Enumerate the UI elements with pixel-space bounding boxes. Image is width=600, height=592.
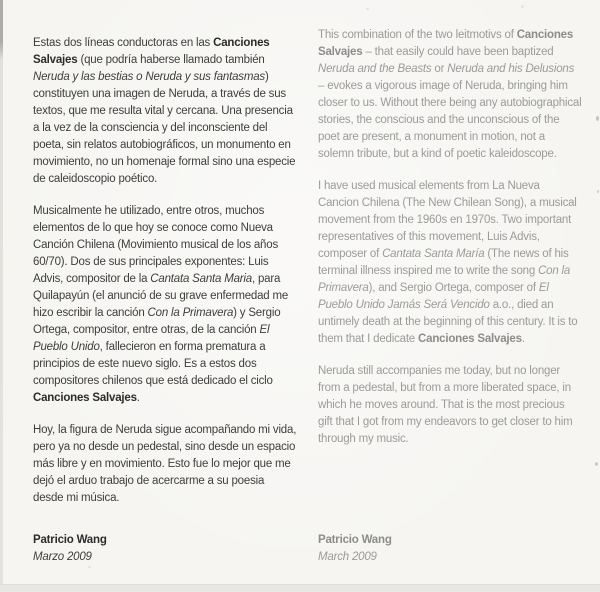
- signature-name: Patricio Wang: [318, 534, 392, 546]
- italic-text: Neruda y las bestias o Neruda y sus fantasmas: [33, 71, 265, 83]
- paragraph: [33, 35, 297, 188]
- scan-speck: [521, 5, 524, 8]
- body-text: This combination of the two leitmotivs of: [318, 29, 517, 41]
- body-text: a.o., died an untimely death at the beginning of this century. It is to them that I dedicate: [318, 299, 578, 345]
- italic-text: Cantata Santa Maria: [150, 273, 252, 285]
- scan-edge-bottom-strip: [0, 584, 600, 592]
- signature-block-spanish: [33, 532, 107, 566]
- scan-speck: [366, 8, 369, 10]
- body-text: – evokes a vigorous image of Neruda, bringing him closer to us. Without there being any autobiographical stories, the conscious and the unconscious of the poet are present, a monument in motion, not a solemn tribute, but a kind of poetic kaleidoscope.: [318, 80, 582, 160]
- bold-text: Canciones Salvajes: [318, 29, 574, 58]
- bold-text: Canciones Salvajes: [33, 37, 270, 66]
- paragraph: [33, 422, 297, 507]
- italic-text: Neruda and the Beasts: [318, 63, 432, 75]
- body-text: , para Quilapayún (el anunció de su grave enfermedad me hizo escribir la canción: [33, 273, 289, 319]
- body-text: – that easily could have been baptized: [362, 46, 554, 58]
- scan-speck: [595, 462, 598, 466]
- body-text: ), and Sergio Ortega, composer of: [368, 282, 539, 294]
- italic-text: El Pueblo Unido Jamás Será Vencido: [318, 282, 549, 311]
- paragraph: [318, 178, 582, 348]
- text-column-spanish: [33, 35, 297, 522]
- body-text: or: [431, 63, 448, 75]
- signature-name: Patricio Wang: [33, 534, 107, 546]
- body-text: (que podría haberse llamado también: [77, 54, 265, 66]
- italic-text: Neruda and his Delusions: [447, 63, 575, 75]
- italic-text: Cantata Santa María: [382, 248, 485, 260]
- italic-text: Con la Primavera: [147, 307, 234, 319]
- body-text: Musicalmente he utilizado, entre otros, muchos elementos de lo que hoy se conoce como Nueva Canción Chilena (Movimiento musical de los años 60/70). Dos de sus principales exponentes: Luis Advis, compositor de la: [33, 205, 278, 285]
- scan-speck: [88, 566, 91, 568]
- body-text: ) y Sergio Ortega, compositor, entre otras, de la canción: [33, 307, 281, 336]
- paragraph: [33, 203, 297, 407]
- body-text: , fallecieron en forma prematura a principios de este nuevo siglo. Es a estos dos compositores chilenos que está dedicado el ciclo: [33, 341, 273, 387]
- bold-text: Canciones Salvajes: [418, 333, 522, 345]
- body-text: (The news of his terminal illness inspired me to write the song: [318, 248, 569, 277]
- body-text: ) constituyen una imagen de Neruda, a través de sus textos, que me resulta vital y cercana. Una presencia a la vez de la consciencia y del inconsciente del poeta, sin relatos autobiográficos, un monumento en movimiento, no un homenaje formal sino una especie de caleidoscopio poético.: [33, 71, 296, 185]
- paragraph: [318, 27, 582, 163]
- body-text: .: [521, 333, 525, 345]
- italic-text: El Pueblo Unido: [33, 324, 270, 353]
- body-text: Neruda still accompanies me today, but no longer from a pedestal, but from a more liberated space, in which he moves around. That is the most precious gift that I got from my endeavors to get closer to him through my music.: [318, 365, 573, 445]
- body-text: I have used musical elements from La Nueva Cancion Chilena (The New Chilean Song), a musical movement from the 1960s en 1970s. Two important representatives of this movement, Luis Advis, composer of: [318, 180, 577, 260]
- scan-edge-left: [0, 0, 3, 592]
- text-column-english: [318, 27, 582, 463]
- body-text: .: [136, 392, 140, 404]
- body-text: Estas dos líneas conductoras en las: [33, 37, 214, 49]
- signature-date: March 2009: [318, 551, 377, 563]
- scan-speck: [596, 116, 599, 121]
- signature-date: Marzo 2009: [33, 551, 92, 563]
- bold-text: Canciones Salvajes: [33, 392, 137, 404]
- scan-speck: [597, 190, 599, 193]
- body-text: Hoy, la figura de Neruda sigue acompañando mi vida, pero ya no desde un pedestal, sino desde un espacio más libre y en movimiento. Esto fue lo mejor que me dejó el arduo trabajo de acercarme a su poesia desde mi música.: [33, 424, 297, 504]
- signature-block-english: [318, 532, 392, 566]
- italic-text: Con la Primavera: [318, 265, 571, 294]
- paragraph: [318, 363, 582, 448]
